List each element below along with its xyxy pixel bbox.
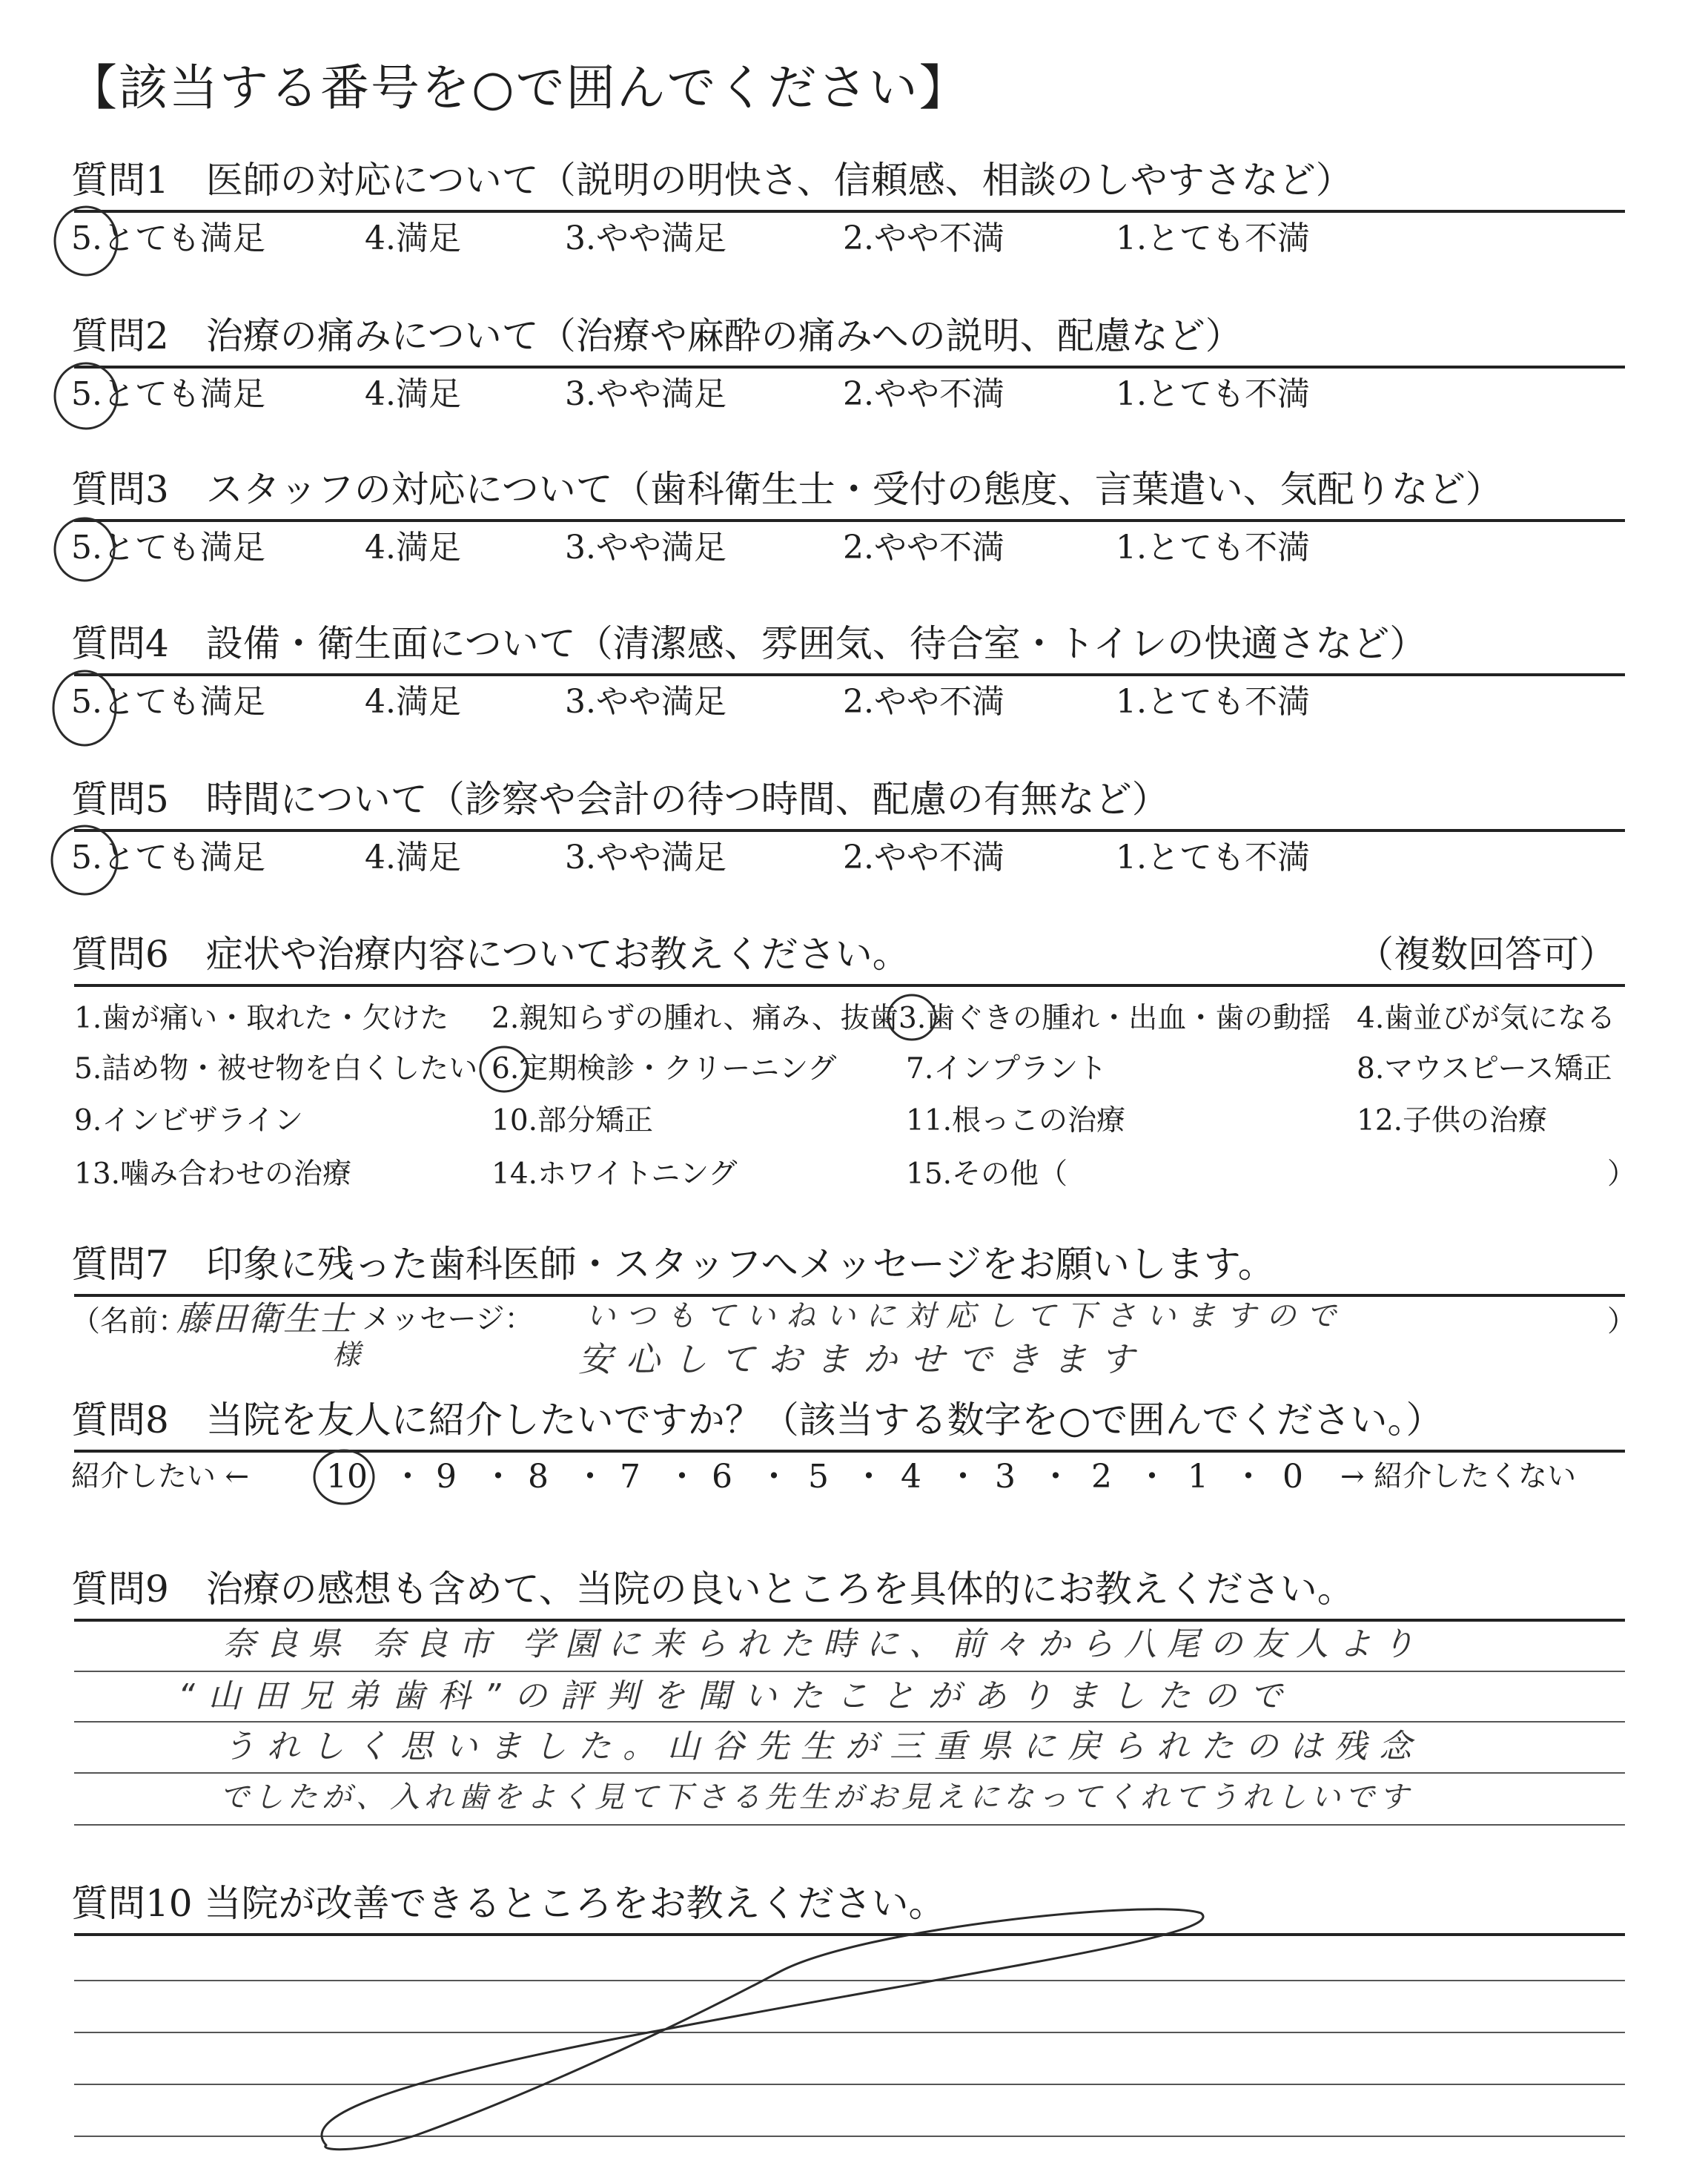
q8-dot: ・: [947, 1458, 979, 1496]
q6-item-3[interactable]: 3.歯ぐきの腫れ・出血・歯の動揺: [898, 1002, 1331, 1035]
q7-name-suffix: 様: [332, 1338, 361, 1371]
q2-option-2[interactable]: 2.やや不満: [843, 375, 1004, 413]
q7-close-paren: ）: [1607, 1305, 1637, 1338]
question-3-title: 質問3 スタッフの対応について（歯科衛生士・受付の態度、言葉遣い、気配りなど）: [71, 468, 1503, 511]
question-6-note: （複数回答可）: [1357, 933, 1616, 976]
q9-answer-line-4[interactable]: でしたが、入れ歯をよく見て下さる先生がお見えになってくれてうれしいです: [219, 1780, 1413, 1814]
q2-option-4[interactable]: 4.満足: [365, 375, 461, 413]
q1-option-2[interactable]: 2.やや不満: [843, 219, 1004, 257]
q4-option-3[interactable]: 3.やや満足: [565, 683, 726, 721]
q6-item-8[interactable]: 8.マウスピース矯正: [1357, 1052, 1612, 1086]
q5-option-4[interactable]: 4.満足: [365, 839, 461, 876]
q3-option-3[interactable]: 3.やや満足: [565, 529, 726, 567]
q1-selection-circle: [55, 207, 117, 275]
question-9-title: 質問9 治療の感想も含めて、当院の良いところを具体的にお教えください。: [71, 1568, 1354, 1611]
q9-answer-line-3[interactable]: うれしく思いました。山谷先生が三重県に戻られたのは残念: [222, 1728, 1423, 1766]
q7-message-line-2[interactable]: 安心しておまかせできます: [578, 1339, 1148, 1379]
q8-scale-0[interactable]: 0: [1282, 1458, 1303, 1496]
q8-scale-5[interactable]: 5: [808, 1458, 829, 1496]
q8-dot: ・: [574, 1458, 606, 1496]
question-2-title: 質問2 治療の痛みについて（治療や麻酔の痛みへの説明、配慮など）: [71, 314, 1242, 357]
q8-dot: ・: [1039, 1458, 1072, 1496]
q2-option-3[interactable]: 3.やや満足: [565, 375, 726, 413]
q5-option-1[interactable]: 1.とても不満: [1116, 839, 1310, 876]
q1-option-4[interactable]: 4.満足: [365, 219, 461, 257]
q7-message-label: メッセージ：: [362, 1303, 534, 1336]
q1-option-1[interactable]: 1.とても不満: [1116, 219, 1310, 257]
q8-scale-9[interactable]: 9: [436, 1458, 457, 1496]
q6-item-9[interactable]: 9.インビザライン: [74, 1104, 304, 1137]
question-4-title: 質問4 設備・衛生面について（清潔感、雰囲気、待合室・トイレの快適さなど）: [71, 622, 1427, 665]
q1-option-3[interactable]: 3.やや満足: [565, 219, 726, 257]
q8-scale-1[interactable]: 1: [1188, 1458, 1208, 1496]
q9-answer-line-1[interactable]: 奈良県 奈良市 学園に来られた時に、前々から八尾の友人より: [222, 1625, 1425, 1663]
q6-item-12[interactable]: 12.子供の治療: [1357, 1104, 1548, 1137]
question-1-title: 質問1 医師の対応について（説明の明快さ、信頼感、相談のしやすさなど）: [71, 159, 1353, 202]
q5-option-2[interactable]: 2.やや不満: [843, 839, 1004, 876]
q7-name-handwritten[interactable]: 藤田衛生士: [176, 1298, 354, 1338]
q6-item-4[interactable]: 4.歯並びが気になる: [1357, 1002, 1616, 1035]
question-6-title: 質問6 症状や治療内容についてお教えください。: [71, 933, 910, 976]
q8-scale-10[interactable]: 10: [326, 1458, 368, 1496]
q6-item-5[interactable]: 5.詰め物・被せ物を白くしたい: [74, 1052, 478, 1086]
q6-other-close-paren: ）: [1607, 1157, 1637, 1191]
q6-item-15[interactable]: 15.その他（: [906, 1157, 1068, 1191]
question-8-title: 質問8 当院を友人に紹介したいですか？（該当する数字を○で囲んでください。）: [71, 1398, 1443, 1441]
q6-item-13[interactable]: 13.噛み合わせの治療: [74, 1157, 352, 1191]
q8-scale-8[interactable]: 8: [528, 1458, 549, 1496]
q5-option-3[interactable]: 3.やや満足: [565, 839, 726, 876]
q6-item-11[interactable]: 11.根っこの治療: [906, 1104, 1126, 1137]
q8-dot: ・: [482, 1458, 514, 1496]
q6-item-14[interactable]: 14.ホワイトニング: [491, 1157, 738, 1191]
q8-left-label: 紹介したい ←: [71, 1460, 250, 1493]
q3-option-2[interactable]: 2.やや不満: [843, 529, 1004, 567]
q8-dot: ・: [666, 1458, 698, 1496]
q8-scale-7[interactable]: 7: [620, 1458, 640, 1496]
page-title: 【該当する番号を○で囲んでください】: [68, 59, 970, 116]
q4-option-4[interactable]: 4.満足: [365, 683, 461, 721]
q8-dot: ・: [391, 1458, 424, 1496]
q5-selection-circle: [52, 826, 117, 894]
q6-item-10[interactable]: 10.部分矯正: [491, 1104, 654, 1137]
q3-option-1[interactable]: 1.とても不満: [1116, 529, 1310, 567]
q4-option-2[interactable]: 2.やや不満: [843, 683, 1004, 721]
q8-scale-6[interactable]: 6: [712, 1458, 732, 1496]
q8-dot: ・: [1136, 1458, 1168, 1496]
q9-answer-line-2[interactable]: “山田兄弟歯科”の評判を聞いたことがありましたので: [178, 1677, 1296, 1715]
q8-right-label: → 紹介したくない: [1340, 1460, 1577, 1493]
q7-name-label: （名前：: [71, 1305, 188, 1338]
q6-item-7[interactable]: 7.インプラント: [906, 1052, 1108, 1086]
q1-option-5[interactable]: 5.とても満足: [71, 219, 265, 257]
q3-selection-circle: [55, 518, 114, 581]
q8-selection-circle: [314, 1450, 374, 1504]
q2-option-1[interactable]: 1.とても不満: [1116, 375, 1310, 413]
q2-selection-circle: [55, 363, 117, 429]
q4-option-1[interactable]: 1.とても不満: [1116, 683, 1310, 721]
q7-message-line-1[interactable]: いつもていねいに対応して下さいますので: [586, 1299, 1346, 1333]
q6-item-6[interactable]: 6.定期検診・クリーニング: [491, 1052, 837, 1086]
q8-scale-3[interactable]: 3: [995, 1458, 1016, 1496]
q6-item-3-circle: [888, 995, 936, 1040]
question-7-title: 質問7 印象に残った歯科医師・スタッフへメッセージをお願いします。: [71, 1243, 1275, 1286]
q8-scale-4[interactable]: 4: [901, 1458, 921, 1496]
q4-option-5[interactable]: 5.とても満足: [71, 683, 265, 721]
q5-option-5[interactable]: 5.とても満足: [71, 839, 265, 876]
q6-item-6-circle: [480, 1047, 528, 1091]
q2-option-5[interactable]: 5.とても満足: [71, 375, 265, 413]
q6-item-2[interactable]: 2.親知らずの腫れ、痛み、抜歯: [491, 1002, 898, 1035]
question-5-title: 質問5 時間について（診察や会計の待つ時間、配慮の有無など）: [71, 778, 1169, 821]
q10-scribble-stroke: [322, 1909, 1203, 2150]
q8-scale-2[interactable]: 2: [1091, 1458, 1112, 1496]
q3-option-5[interactable]: 5.とても満足: [71, 529, 265, 567]
question-10-title: 質問10 当院が改善できるところをお教えください。: [71, 1882, 946, 1925]
q8-dot: ・: [758, 1458, 790, 1496]
q6-item-1[interactable]: 1.歯が痛い・取れた・欠けた: [74, 1002, 449, 1035]
q3-option-4[interactable]: 4.満足: [365, 529, 461, 567]
q8-dot: ・: [1232, 1458, 1265, 1496]
q4-selection-circle: [53, 671, 116, 745]
q8-dot: ・: [853, 1458, 885, 1496]
